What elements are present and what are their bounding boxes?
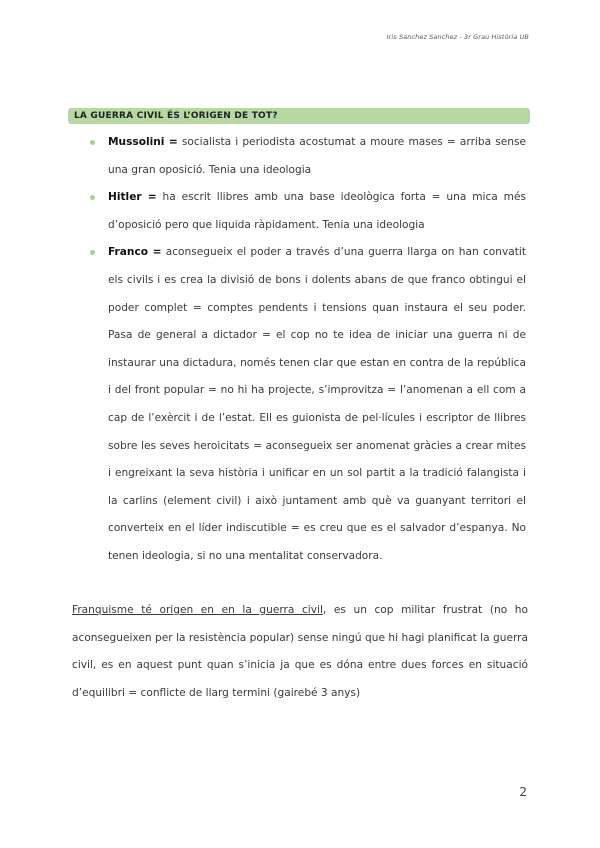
section-title: LA GUERRA CIVIL ÉS L’ORIGEN DE TOT? [74, 111, 278, 121]
bullet-text: ha escrit llibres amb una base ideològica forta = una mica més d’oposició pero que liquida ràpidament. Tenia una ideologia [108, 191, 527, 231]
bullet-dot-icon [90, 195, 95, 200]
bullet-item-hitler [88, 184, 526, 239]
bullet-item-franco [88, 239, 526, 570]
bullet-dot-icon [90, 250, 95, 255]
bullet-list [88, 129, 526, 571]
bullet-item-mussolini [88, 129, 526, 184]
bullet-term: Hitler = [108, 191, 157, 204]
body-paragraph [72, 597, 528, 707]
bullet-dot-icon [90, 140, 95, 145]
paragraph-text: , es un cop militar frustrat (no ho aconsegueixen per la resistència popular) sense ningú que hi hagi planificat la guerra civil, es en aquest punt quan s’inicia ja que es dóna entre dues forces en situació d’equilibri = conflicte de llarg termini (gairebé 3 anys) [72, 604, 528, 699]
bullet-text: socialista i periodista acostumat a moure mases = arriba sense una gran oposició. Tenia una ideologia [108, 136, 526, 176]
bullet-term: Mussolini = [108, 136, 178, 148]
page-number: 2 [519, 785, 527, 799]
bullet-term: Franco = [108, 246, 162, 259]
page-header: Iris Sanchez Sanchez - 3r Grau Història UB [386, 33, 529, 41]
underlined-phrase: Franquisme té origen en en la guerra civil [72, 604, 323, 616]
bullet-text: aconsegueix el poder a través d’una guerra llarga on han convatit els civils i es crea la divisió de bons i dolents abans de que franco obtingui el poder complet = comptes pendents i tensions quan instaura el seu poder. Pasa de general a dictador = el cop no te idea de iniciar una guerra ni de instaurar una dictadura, només tenen clar que estan en contra de la república i del front popular = no hi ha projecte, s’improvitza = l’anomenan a ell com a cap de l’exèrcit i de l’estat. Ell es guionista de pel·lícules i escriptor de llibres sobre les seves heroicitats = aconsegueix ser anomenat gràcies a crear mites i engreixant la seva història i unificar en un sol partit a la tradició falangista i la carlins (element civil) i això juntament amb què va guanyant territori el converteix en el líder indiscutible = es creu que es el salvador d’espanya. No tenen ideologia, si no una mentalitat conservadora. [108, 246, 526, 562]
section-banner [68, 108, 530, 124]
